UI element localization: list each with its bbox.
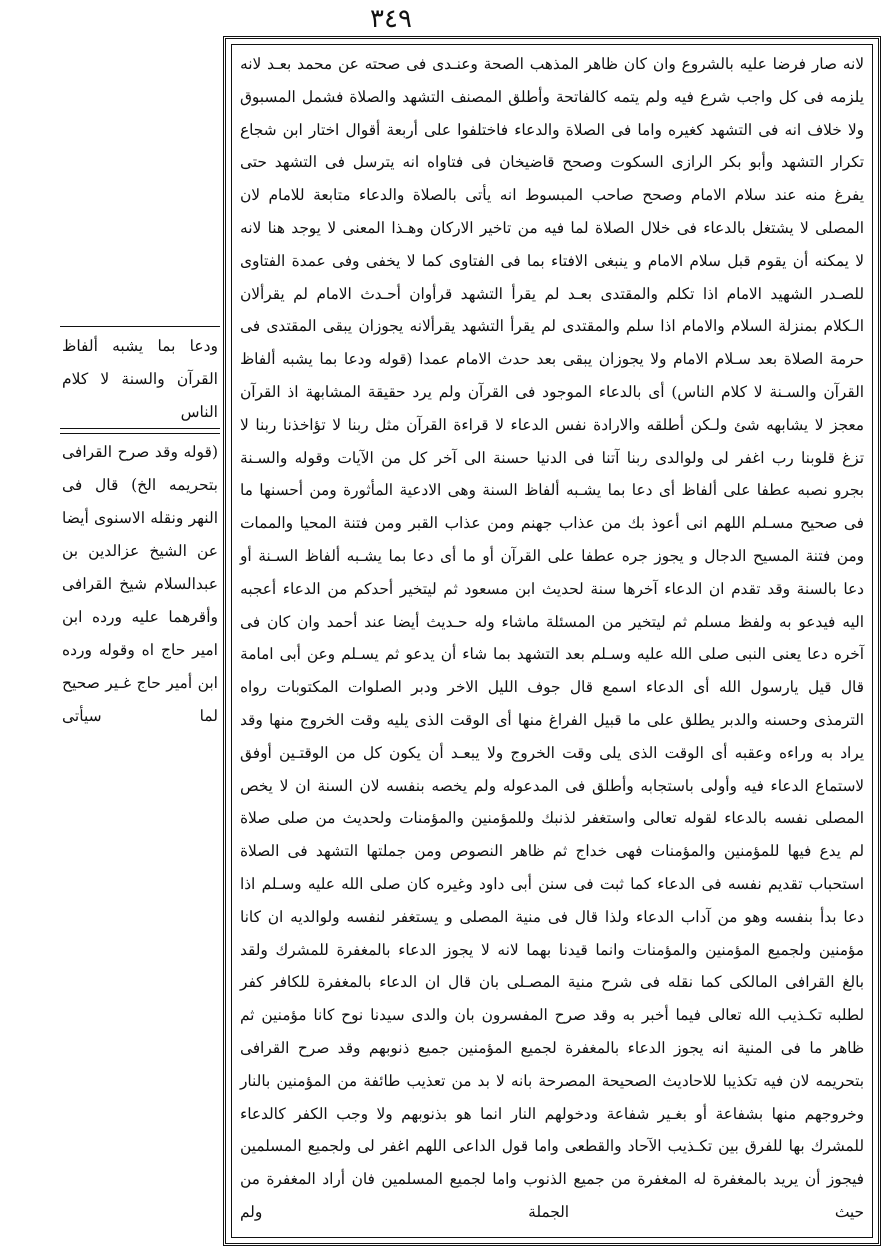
gloss-rule-top	[60, 326, 220, 327]
main-commentary-text: لانه صار فرضا عليه بالشروع وان كان ظاهر المذهب الصحة وعنـدى فى صحته عن محمد بعـد لانه يلزمه فى كل واجب شرع فيه ولم يتمه كالفاتحة وأطلق المصنف التشهد والصلاة فشمل المسبوق ولا خلاف انه فى التشهد كغيره واما فى الصلاة والدعاء فاختلفوا على أربعة أقوال اختار ابن شجاع تكرار التشهد وأبو بكر الرازى السكوت وصحح قاضيخان فى فتاواه انه يترسل فى التشهد حتى يفرغ منه عند سلام الامام وصحح صاحب المبسوط انه يأتى بالصلاة والدعاء متابعة للامام لان المصلى لا يشتغل بالدعاء فى خلال الصلاة لما فيه من تاخير الاركان وهـذا المعنى لا يوجد هنا لانه لا يمكنه أن يقوم قبل سلام الامام و ينبغى الافتاء بما فى الفتاوى كما لا يخفى وفى عمدة الفتاوى للصـدر الشهيد الامام اذا تكلم والمقتدى بعـد لم يقرأ التشهد قرأوان أحـدث الامام لم يقرألان الـكلام بمنزلة السلام والامام اذا سلم والمقتدى لم يقرأ التشهد يقرألانه يجوزان يبقى المقتدى فى حرمة الصلاة بعد سـلام الامام ولا يجوزان يبقى بعد حدث الامام عمدا (قوله ودعا بما يشبه ألفاظ القرآن والسـنة لا كلام الناس) أى بالدعاء الموجود فى القرآن ولم يرد حقيقة المشابهة اذ القرآن معجز لا يشابهه شئ ولـكن أطلقه والارادة نفس الدعاء لا قراءة القرآن مثل ربنا لا تؤاخذنا ربنا لا تزغ قلوبنا رب اغفر لى ولوالدى ربنا آتنا فى الدنيا حسنة الى آخر كل من الآيات وقوله والسـنة بجرو نصبه عطفا على ألفاظ أى دعا بما يشـبه ألفاظ السنة وهى الادعية المأثورة ومن أحسنها ما فى صحيح مسـلم اللهم انى أعوذ بك من عذاب جهنم ومن عذاب القبر ومن فتنة المحيا والممات ومن فتنة المسيح الدجال و يجوز جره عطفا على القرآن أو ما أى دعا بما يشـبه ألفاظ السـنة أو دعا بالسنة وقد تقدم ان الدعاء آخرها سنة لحديث ابن مسعود ثم ليتخير أحدكم من الدعاء أعجبه اليه فيدعو به ولفظ مسلم ثم ليتخير من المسئلة ماشاء وله حـديث أيضا عند أحمد وان كان فى آخره دعا يعنى النبى صلى الله عليه وسـلم بعد التشهد بما شاء أن يدعو ثم يسـلم وعن أبى امامة قال قيل يارسول الله أى الدعاء اسمع قال جوف الليل الاخر ودبر الصلوات المكتوبات رواه الترمذى وحسنه والدبر يطلق على ما قبيل الفراغ منها أى الوقت الذى يليه وقت الخروج منها وقد يراد به وراءه وعقبه أى الوقت الذى يلى وقت الخروج ولا يبعـد أن يكون كل من الوقتـين أوفق لاستماع الدعاء فيه وأولى باستجابه وأطلق فى المدعوله ولم يخصه بنفسه لان السنة ان لا يخص المصلى نفسه بالدعاء لقوله تعالى واستغفر لذنبك وللمؤمنين والمؤمنات ولحديث من صلى صلاة لم يدع فيها للمؤمنين والمؤمنات فهى خداج ثم ظاهر النصوص ومن جملتها التشهد فى الصلاة استحباب تقديم نفسه فى الدعاء كما ثبت فى سنن أبى داود وغيره كان صلى الله عليه وسـلم اذا دعا بدأ بنفسه وهو من آداب الدعاء ولذا قال فى منية المصلى و يستغفر لنفسه ولوالديه ان كانا مؤمنين ولجميع المؤمنين والمؤمنات وانما قيدنا بهما لانه لا يجوز الدعاء بالمغفرة للمشرك ولقد بالغ القرافى المالكى كما نقله فى شرح منية المصـلى بان قال ان الدعاء بالمغفرة للكافر كفر لطلبه تكـذيب الله تعالى فيما أخبر به وقد صرح المفسرون بان والدى سيدنا نوح كانا مؤمنين ثم ظاهر ما فى المنية انه يجوز الدعاء بالمغفرة لجميع المؤمنين جميع ذنوبهم وقد صرح القرافى بتحريمه لان فيه تكذيبا للاحاديث الصحيحة المصرحة بانه لا بد من تعذيب طائفة من المؤمنين بالنار وخروجهم منها بشفاعة أو بغـير شفاعة ودخولهم النار انما هو بذنوبهم ولا وجب الكفر كالدعاء للمشرك بها للفرق بين تكـذيب الآحاد والقطعى واما قول الداعى اللهم اغفر لى ولجميع المسلمين فيجوز أن يريد بالمغفرة له المغفرة من جميع الذنوب واما لجميع المسلمين فان أراد المغفرة من حيث الجملة ولم	[240, 55, 864, 1221]
page-number: ٣٤٩	[370, 4, 412, 34]
gloss-rule-middle	[60, 428, 220, 429]
gloss-entry-matn: ودعا بما يشبه ألفاظ القرآن والسنة لا كلام الناس	[62, 337, 218, 421]
gloss-rule-bottom	[60, 433, 220, 434]
gloss-entry-note: (قوله وقد صرح القرافى بتحريمه الخ) قال فى النهر ونقله الاسنوى أيضا عن الشيخ عزالدين بن عبدالسلام شيخ القرافى وأقرهما عليه ورده ابن امير حاج اه وقوله ورده ابن أمير حاج غـير صحيح لما سيأتى	[62, 443, 218, 725]
main-text-frame	[223, 36, 881, 1246]
main-text-inner-frame	[231, 44, 873, 1238]
